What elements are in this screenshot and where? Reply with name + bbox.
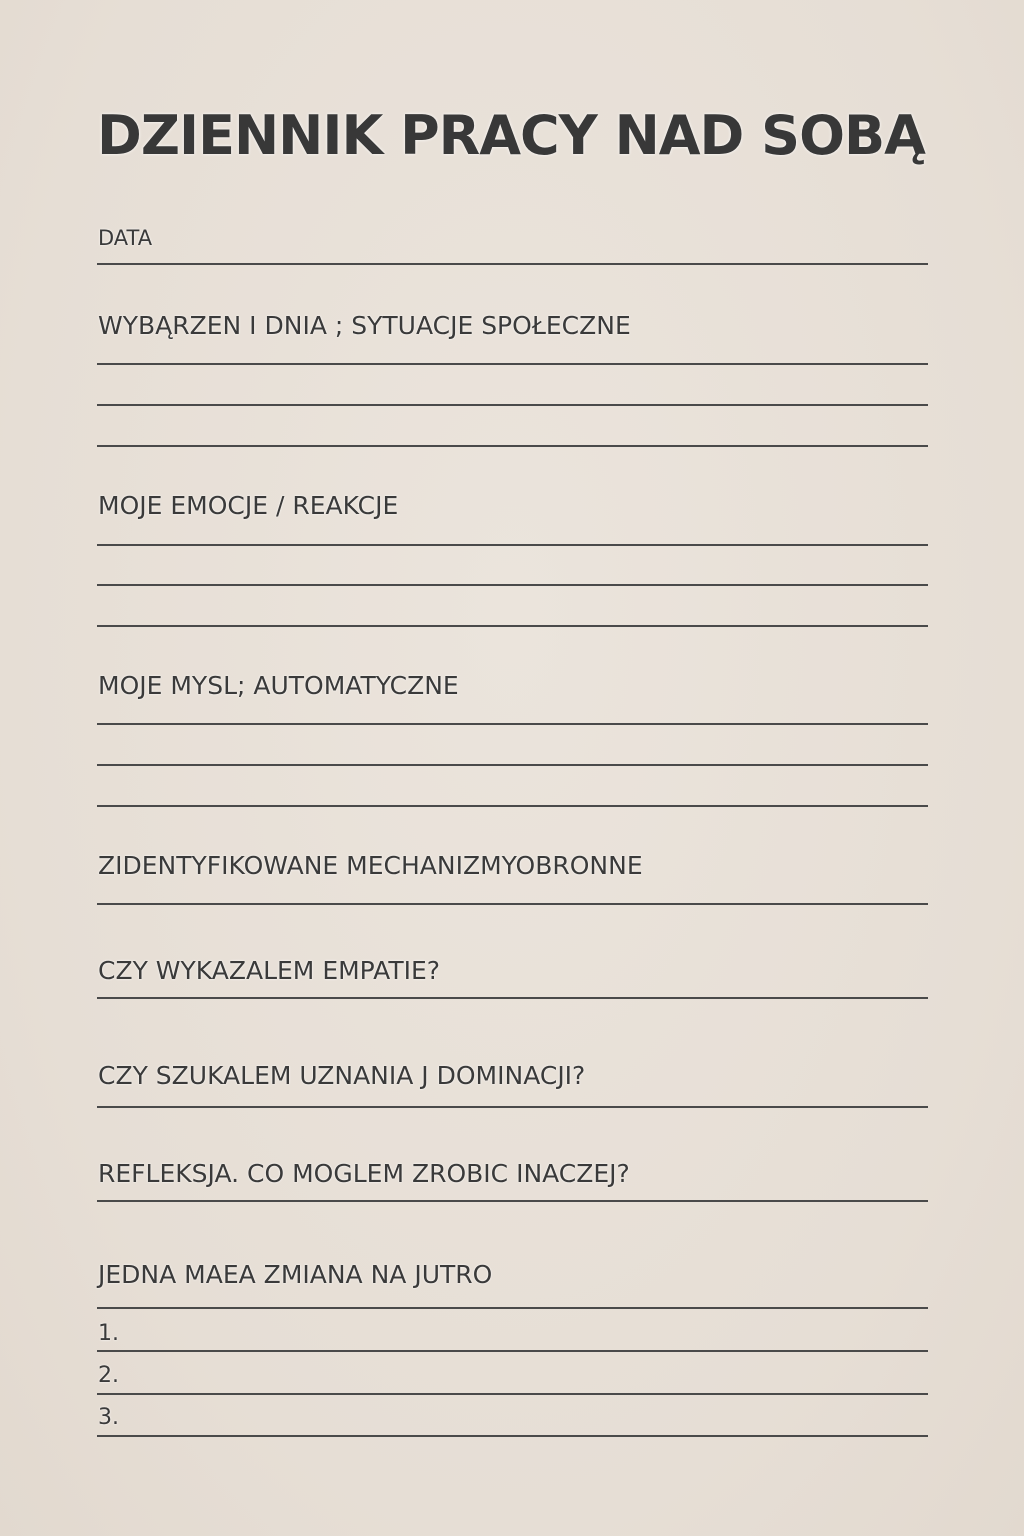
mechanisms-writing-line[interactable] [97,903,928,905]
empathy-writing-line[interactable] [97,997,928,999]
change-writing-line-1[interactable] [97,1350,928,1352]
recognition-writing-line[interactable] [97,1106,928,1108]
events-writing-line-3[interactable] [97,445,928,447]
date-writing-line[interactable] [97,263,928,265]
events-writing-line-2[interactable] [97,404,928,406]
thoughts-writing-line-1[interactable] [97,723,928,725]
thoughts-writing-line-3[interactable] [97,805,928,807]
change-writing-line-2[interactable] [97,1393,928,1395]
change-item-number-2: 2. [98,1363,119,1388]
emotions-writing-line-1[interactable] [97,544,928,546]
events-writing-line-1[interactable] [97,363,928,365]
reflection-label: REFLEKSJA. CO MOGLEM ZROBIC INACZEJ? [98,1159,630,1188]
change-writing-line-3[interactable] [97,1435,928,1437]
date-label: DATA [98,226,153,250]
page-title: DZIENNIK PRACY NAD SOBĄ [97,104,925,167]
reflection-writing-line[interactable] [97,1200,928,1202]
emotions-label: MOJE EMOCJE / REAKCJE [98,491,399,520]
emotions-writing-line-2[interactable] [97,584,928,586]
events-label: WYBĄRZEN I DNIA ; SYTUACJE SPOŁECZNE [98,311,631,340]
thoughts-writing-line-2[interactable] [97,764,928,766]
recognition-label: CZY SZUKALEM UZNANIA J DOMINACJI? [98,1061,586,1090]
mechanisms-label: ZIDENTYFIKOWANE MECHANIZMYOBRONNE [98,851,643,880]
change-writing-line-header[interactable] [97,1307,928,1309]
change-item-number-1: 1. [98,1321,119,1346]
change-label: JEDNA MAEA ZMIANA NA JUTRO [98,1260,493,1289]
thoughts-label: MOJE MYSL; AUTOMATYCZNE [98,671,459,700]
empathy-label: CZY WYKAZALEM EMPATIE? [98,956,441,985]
emotions-writing-line-3[interactable] [97,625,928,627]
change-item-number-3: 3. [98,1405,119,1430]
